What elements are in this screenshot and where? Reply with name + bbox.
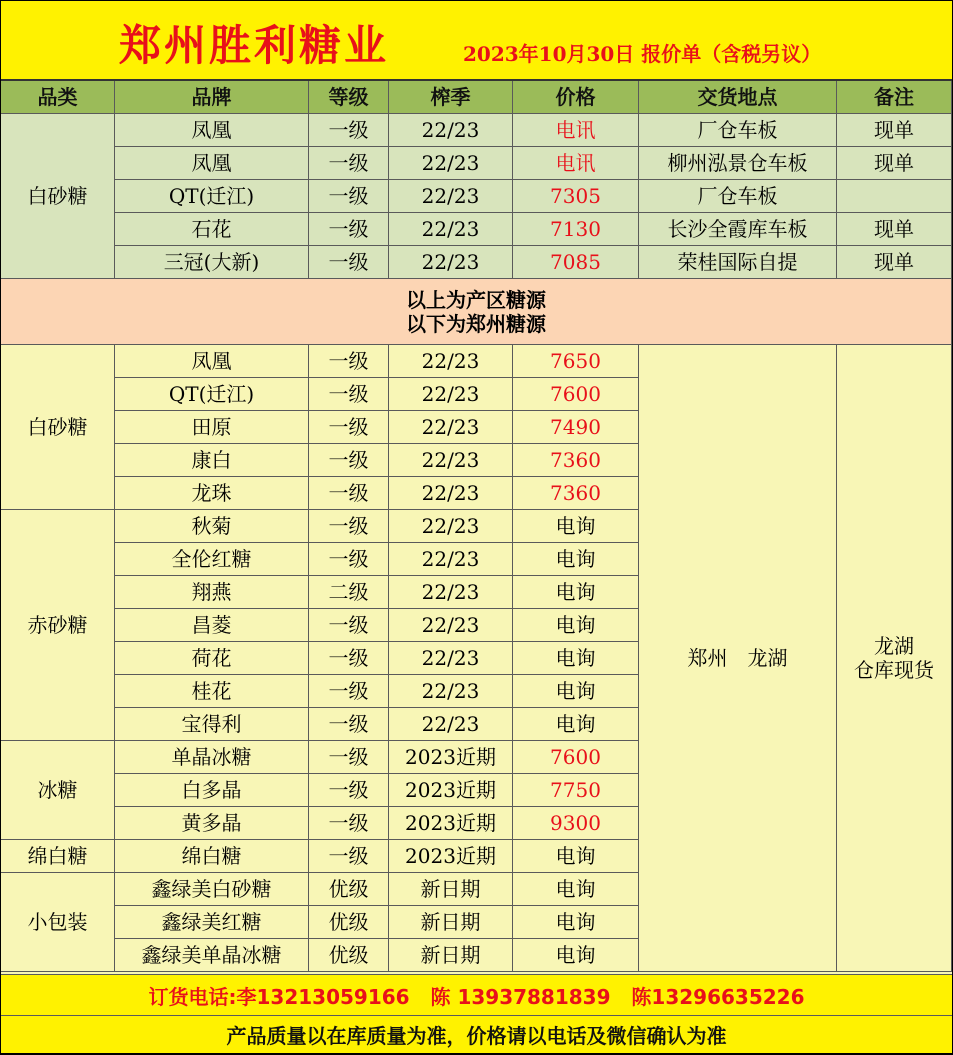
season-cell: 22/23 [389, 411, 513, 444]
brand-cell: 宝得利 [115, 708, 309, 741]
brand-cell: 鑫绿美单晶冰糖 [115, 939, 309, 972]
header-category: 品类 [1, 81, 115, 114]
season-cell: 2023近期 [389, 741, 513, 774]
brand-cell: 秋菊 [115, 510, 309, 543]
source-notice [1, 279, 952, 345]
season-cell: 2023近期 [389, 774, 513, 807]
origin-note-cell [837, 180, 952, 213]
note-stock-status: 仓库现货 [854, 658, 934, 682]
origin-grade-cell: 一级 [309, 147, 389, 180]
grade-cell: 一级 [309, 807, 389, 840]
origin-price-cell: 7130 [513, 213, 639, 246]
season-cell: 22/23 [389, 345, 513, 378]
origin-brand-cell: 三冠(大新) [115, 246, 309, 279]
origin-note-cell: 现单 [837, 147, 952, 180]
price-cell: 电询 [513, 708, 639, 741]
origin-season-cell: 22/23 [389, 114, 513, 147]
price-cell: 电询 [513, 576, 639, 609]
season-cell: 22/23 [389, 510, 513, 543]
zhengzhou-delivery-place: 郑州 龙湖 [639, 345, 837, 972]
origin-season-cell: 22/23 [389, 246, 513, 279]
origin-season-cell: 22/23 [389, 180, 513, 213]
season-cell: 22/23 [389, 708, 513, 741]
price-table [1, 81, 952, 974]
season-cell: 新日期 [389, 906, 513, 939]
grade-cell: 优级 [309, 873, 389, 906]
origin-grade-cell: 一级 [309, 180, 389, 213]
quality-disclaimer: 产品质量以在库质量为准，价格请以电话及微信确认为准 [226, 1024, 727, 1048]
brand-cell: 单晶冰糖 [115, 741, 309, 774]
grade-cell: 一级 [309, 345, 389, 378]
price-cell: 7650 [513, 345, 639, 378]
price-cell: 7750 [513, 774, 639, 807]
season-cell: 2023近期 [389, 807, 513, 840]
origin-grade-cell: 一级 [309, 114, 389, 147]
grade-cell: 一级 [309, 378, 389, 411]
brand-cell: 凤凰 [115, 345, 309, 378]
grade-cell: 一级 [309, 840, 389, 873]
brand-cell: 荷花 [115, 642, 309, 675]
brand-cell: 鑫绿美白砂糖 [115, 873, 309, 906]
brand-cell: 田原 [115, 411, 309, 444]
origin-price-cell: 电讯 [513, 114, 639, 147]
origin-grade-cell: 一级 [309, 246, 389, 279]
price-cell: 电询 [513, 510, 639, 543]
header-price: 价格 [513, 81, 639, 114]
title-banner [1, 1, 952, 81]
brand-cell: QT(迁江) [115, 378, 309, 411]
season-cell: 22/23 [389, 609, 513, 642]
price-cell: 电询 [513, 873, 639, 906]
category-cell: 冰糖 [1, 741, 115, 840]
price-cell: 电询 [513, 939, 639, 972]
contact-banner [1, 974, 952, 1016]
season-cell: 新日期 [389, 939, 513, 972]
order-phone-numbers: 订货电话:李13213059166 陈 13937881839 陈13296635226 [148, 984, 805, 1009]
season-cell: 22/23 [389, 543, 513, 576]
origin-delivery-cell: 厂仓车板 [639, 180, 837, 213]
header-season: 榨季 [389, 81, 513, 114]
origin-note-cell: 现单 [837, 246, 952, 279]
origin-brand-cell: 石花 [115, 213, 309, 246]
brand-cell: 鑫绿美红糖 [115, 906, 309, 939]
price-cell: 电询 [513, 543, 639, 576]
grade-cell: 一级 [309, 411, 389, 444]
note-warehouse-name: 龙湖 [874, 634, 914, 658]
season-cell: 22/23 [389, 642, 513, 675]
brand-cell: 昌菱 [115, 609, 309, 642]
origin-category-cell: 白砂糖 [1, 114, 115, 279]
grade-cell: 一级 [309, 708, 389, 741]
grade-cell: 一级 [309, 477, 389, 510]
origin-price-cell: 7305 [513, 180, 639, 213]
origin-price-cell: 7085 [513, 246, 639, 279]
season-cell: 新日期 [389, 873, 513, 906]
season-cell: 22/23 [389, 477, 513, 510]
brand-cell: 康白 [115, 444, 309, 477]
brand-cell: 白多晶 [115, 774, 309, 807]
category-cell: 赤砂糖 [1, 510, 115, 741]
brand-cell: 翔燕 [115, 576, 309, 609]
season-cell: 22/23 [389, 675, 513, 708]
origin-note-cell: 现单 [837, 114, 952, 147]
quote-date-title: 2023年10月30日 报价单（含税另议） [463, 42, 822, 66]
origin-delivery-cell: 柳州泓景仓车板 [639, 147, 837, 180]
disclaimer-banner [1, 1016, 952, 1053]
brand-cell: 龙珠 [115, 477, 309, 510]
grade-cell: 一级 [309, 444, 389, 477]
category-cell: 绵白糖 [1, 840, 115, 873]
grade-cell: 优级 [309, 939, 389, 972]
origin-brand-cell: 凤凰 [115, 147, 309, 180]
brand-cell: 黄多晶 [115, 807, 309, 840]
origin-season-cell: 22/23 [389, 147, 513, 180]
grade-cell: 一级 [309, 675, 389, 708]
season-cell: 22/23 [389, 444, 513, 477]
price-sheet [1, 1, 952, 1053]
price-cell: 电询 [513, 840, 639, 873]
price-cell: 电询 [513, 906, 639, 939]
category-cell: 白砂糖 [1, 345, 115, 510]
grade-cell: 一级 [309, 609, 389, 642]
price-cell: 9300 [513, 807, 639, 840]
origin-delivery-cell: 荣桂国际自提 [639, 246, 837, 279]
price-cell: 7600 [513, 378, 639, 411]
source-notice-line-2: 以下为郑州糖源 [406, 311, 546, 336]
origin-delivery-cell: 厂仓车板 [639, 114, 837, 147]
source-notice-line-1: 以上为产区糖源 [406, 287, 546, 312]
brand-cell: 绵白糖 [115, 840, 309, 873]
origin-grade-cell: 一级 [309, 213, 389, 246]
season-cell: 2023近期 [389, 840, 513, 873]
header-brand: 品牌 [115, 81, 309, 114]
price-cell: 电询 [513, 675, 639, 708]
header-delivery-place: 交货地点 [639, 81, 837, 114]
category-cell: 小包装 [1, 873, 115, 972]
header-note: 备注 [837, 81, 952, 114]
origin-season-cell: 22/23 [389, 213, 513, 246]
season-cell: 22/23 [389, 576, 513, 609]
price-cell: 电询 [513, 609, 639, 642]
origin-price-cell: 电讯 [513, 147, 639, 180]
zhengzhou-note [837, 345, 952, 972]
grade-cell: 一级 [309, 510, 389, 543]
grade-cell: 优级 [309, 906, 389, 939]
origin-delivery-cell: 长沙全霞库车板 [639, 213, 837, 246]
price-cell: 7360 [513, 477, 639, 510]
brand-cell: 全伦红糖 [115, 543, 309, 576]
price-cell: 电询 [513, 642, 639, 675]
company-name: 郑州胜利糖业 [119, 21, 390, 70]
grade-cell: 二级 [309, 576, 389, 609]
price-cell: 7490 [513, 411, 639, 444]
grade-cell: 一级 [309, 774, 389, 807]
brand-cell: 桂花 [115, 675, 309, 708]
price-cell: 7600 [513, 741, 639, 774]
origin-brand-cell: 凤凰 [115, 114, 309, 147]
price-cell: 7360 [513, 444, 639, 477]
grade-cell: 一级 [309, 741, 389, 774]
season-cell: 22/23 [389, 378, 513, 411]
origin-brand-cell: QT(迁江) [115, 180, 309, 213]
grade-cell: 一级 [309, 543, 389, 576]
origin-note-cell: 现单 [837, 213, 952, 246]
grade-cell: 一级 [309, 642, 389, 675]
header-grade: 等级 [309, 81, 389, 114]
